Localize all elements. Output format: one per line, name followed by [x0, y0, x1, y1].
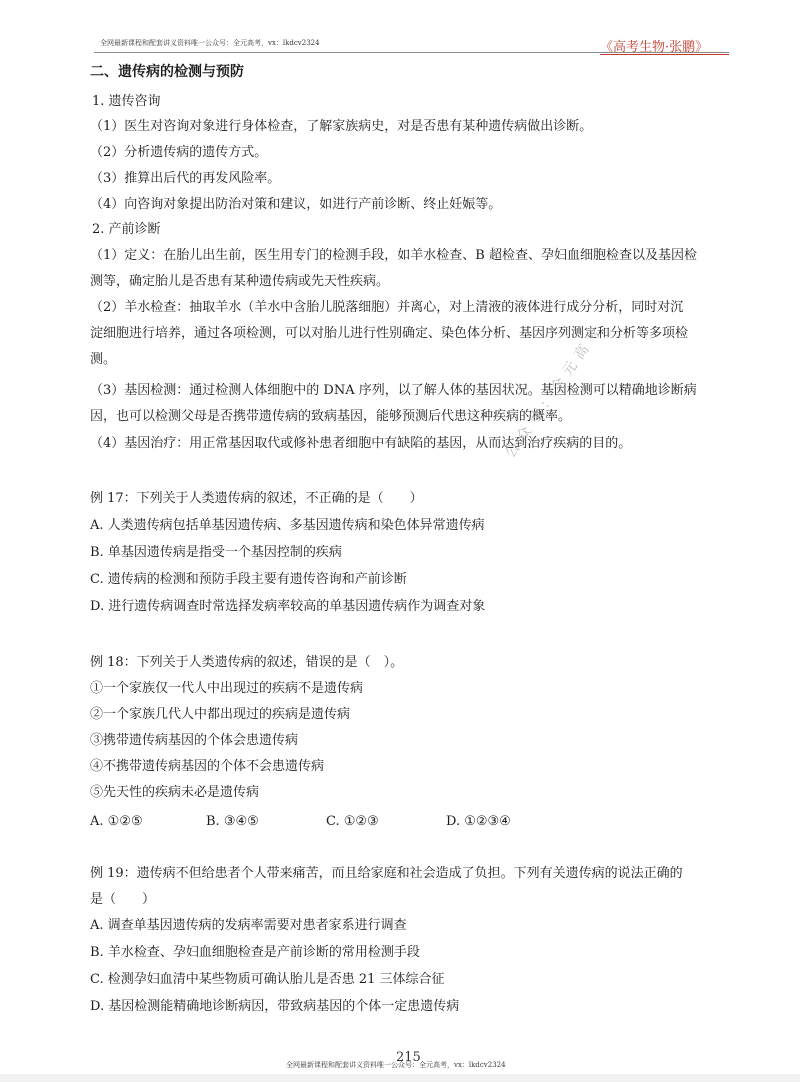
example18-option: C. ①②③: [326, 814, 379, 829]
prenatal-line: （2）羊水检查：抽取羊水（羊水中含胎儿脱落细胞）并离心，对上清液的液体进行成分分析，同时对沉: [90, 300, 684, 315]
page-number: 215: [396, 1050, 421, 1065]
example18-statement: ③携带遗传病基因的个体会患遗传病: [90, 733, 299, 748]
prenatal-heading: 2. 产前诊断: [92, 222, 161, 237]
counseling-item: （3）推算出后代的再发风险率。: [90, 171, 281, 186]
header-brand-underline: [600, 54, 729, 55]
example17-option: D. 进行遗传病调查时常选择发病率较高的单基因遗传病作为调查对象: [90, 599, 486, 614]
prenatal-line: 因，也可以检测父母是否携带遗传病的致病基因，能够预测后代患这种疾病的概率。: [90, 409, 572, 424]
prenatal-line: 测。: [90, 352, 117, 367]
example19-question: 例 19：遗传病不但给患者个人带来痛苦，而且给家庭和社会造成了负担。下列有关遗传病的说法正确的: [90, 866, 683, 881]
prenatal-line: （1）定义：在胎儿出生前，医生用专门的检测手段，如羊水检查、B 超检查、孕妇血细胞检查以及基因检: [90, 248, 697, 263]
example18-option: D. ①②③④: [446, 814, 511, 829]
section-title: 二、遗传病的检测与预防: [90, 64, 244, 80]
example19-option: D. 基因检测能精确地诊断病因，带致病基因的个体一定患遗传病: [90, 999, 460, 1014]
example19-option: C. 检测孕妇血清中某些物质可确认胎儿是否患 21 三体综合征: [90, 972, 445, 987]
prenatal-line: （3）基因检测：通过检测人体细胞中的 DNA 序列，以了解人体的基因状况。基因检测可以精确地诊断病: [90, 383, 697, 398]
example18-statement: ①一个家族仅一代人中出现过的疾病不是遗传病: [90, 681, 364, 696]
counseling-item: （4）向咨询对象提出防治对策和建议，如进行产前诊断、终止妊娠等。: [90, 197, 502, 212]
example18-statement: ⑤先天性的疾病未必是遗传病: [90, 785, 260, 800]
example17-option: B. 单基因遗传病是指受一个基因控制的疾病: [90, 545, 342, 560]
example19-question-cont: 是（ ）: [90, 892, 156, 907]
header-divider: [94, 52, 729, 53]
example19-option: B. 羊水检查、孕妇血细胞检查是产前诊断的常用检测手段: [90, 945, 420, 960]
scan-edge: [0, 1074, 800, 1082]
example17-option: A. 人类遗传病包括单基因遗传病、多基因遗传病和染色体异常遗传病: [90, 518, 485, 533]
footer-note: 全网最新课程和配套讲义资料唯一公众号：全元高考，vx：lkdcv2324: [286, 1061, 506, 1069]
example18-option: B. ③④⑤: [206, 814, 259, 829]
prenatal-line: 测等，确定胎儿是否患有某种遗传病或先天性疾病。: [90, 274, 390, 289]
watermark: 公众号：全元高考: [502, 320, 608, 461]
example17-question: 例 17：下列关于人类遗传病的叙述，不正确的是（ ）: [90, 491, 423, 506]
example18-option: A. ①②⑤: [90, 814, 143, 829]
prenatal-line: （4）基因治疗：用正常基因取代或修补患者细胞中有缺陷的基因，从而达到治疗疾病的目的。: [90, 436, 632, 451]
example17-option: C. 遗传病的检测和预防手段主要有遗传咨询和产前诊断: [90, 572, 407, 587]
example18-statement: ②一个家族几代人中都出现过的疾病是遗传病: [90, 707, 351, 722]
counseling-item: （2）分析遗传病的遗传方式。: [90, 145, 268, 160]
header-note: 全网最新课程和配套讲义资料唯一公众号：全元高考，vx：lkdcv2324: [100, 39, 320, 47]
header-brand: 《高考生物·张鹏》: [600, 40, 709, 55]
example19-option: A. 调查单基因遗传病的发病率需要对患者家系进行调查: [90, 918, 407, 933]
prenatal-line: 淀细胞进行培养，通过各项检测，可以对胎儿进行性别确定、染色体分析、基因序列测定和分析等多项检: [90, 326, 689, 341]
example18-statement: ④不携带遗传病基因的个体不会患遗传病: [90, 759, 325, 774]
counseling-item: （1）医生对咨询对象进行身体检查，了解家族病史，对是否患有某种遗传病做出诊断。: [90, 119, 593, 134]
example18-question: 例 18：下列关于人类遗传病的叙述，错误的是（ ）。: [90, 655, 404, 670]
counseling-heading: 1. 遗传咨询: [92, 94, 161, 109]
